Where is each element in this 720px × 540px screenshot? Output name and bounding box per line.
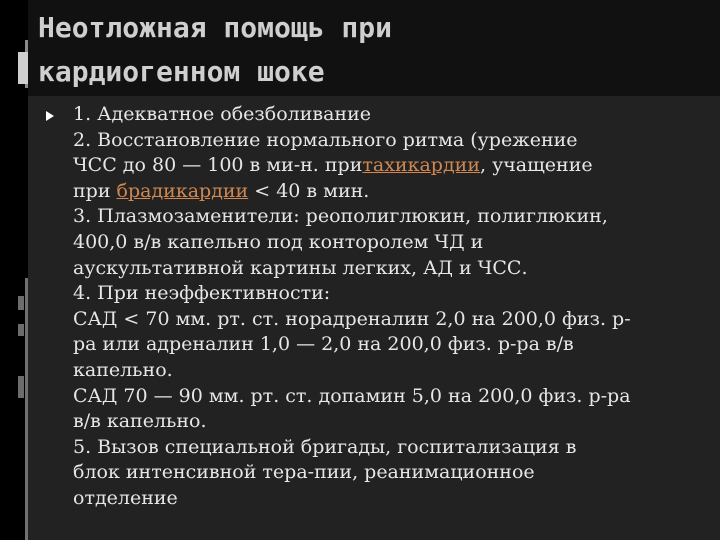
body-text-fragment: ЧСС до 80 — 100 в ми-н. при — [73, 154, 363, 177]
body-line: САД 70 — 90 мм. рт. ст. допамин 5,0 на 200,0 физ. р-ра — [73, 384, 631, 407]
link-bradycardia[interactable]: брадикардии — [116, 179, 249, 202]
body-line — [73, 153, 696, 179]
link-tachycardia[interactable]: тахикардии — [362, 154, 480, 177]
body-line: 5. Вызов специальной бригады, госпитализация в — [73, 435, 577, 458]
edge-dash — [18, 296, 24, 310]
body-line: 2. Восстановление нормального ритма (урежение — [73, 128, 578, 151]
body-line: 3. Плазмозаменители: реополиглюкин, полиглюкин, — [73, 205, 608, 228]
body-line — [73, 179, 696, 205]
body-line: в/в капельно. — [73, 410, 207, 433]
body-text-fragment: , учащение — [479, 154, 593, 177]
slide-body — [46, 102, 696, 512]
body-line: 1. Адекватное обезболивание — [73, 103, 371, 125]
edge-dash — [18, 324, 24, 336]
body-line: 400,0 в/в капельно под конторолем ЧД и — [73, 230, 484, 253]
title-line-1: Неотложная помощь при — [38, 11, 393, 44]
bullet-arrow-icon — [46, 111, 54, 121]
edge-line-bottom — [25, 278, 28, 540]
edge-dash — [18, 376, 24, 398]
body-text-fragment: < 40 в мин. — [248, 179, 370, 202]
slide-title — [38, 6, 698, 94]
body-line: САД < 70 мм. рт. ст. норадреналин 2,0 на 200,0 физ. р- — [73, 307, 631, 330]
edge-block-decoration — [18, 52, 28, 84]
body-line: ра или адреналин 1,0 — 2,0 на 200,0 физ. р-ра в/в — [73, 333, 574, 356]
body-line: блок интенсивной тера-пии, реанимационное — [73, 461, 535, 484]
body-line: аускультативной картины легких, АД и ЧСС. — [73, 256, 528, 279]
body-line: капельно. — [73, 358, 173, 381]
body-line: 4. При неэффективности: — [73, 282, 331, 305]
body-line: отделение — [73, 486, 178, 509]
body-text-fragment: при — [73, 179, 117, 202]
title-line-2: кардиогенном шоке — [38, 55, 325, 88]
body-text — [73, 102, 696, 512]
